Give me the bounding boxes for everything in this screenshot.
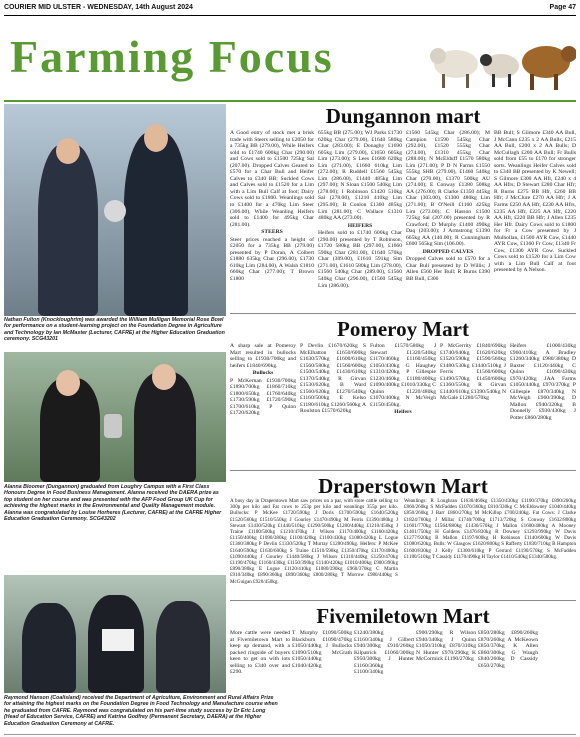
dungannon-heifers-heading: HEIFERS: [347, 222, 373, 229]
pomeroy-col1b-text: P McKernan £1930/700kg £1890/700kg £1860/710kg £1800/650kg £1760/640kg £1730/590kg £1720/590kg £1700/610kg P Quinn £1720/620kg: [230, 377, 296, 417]
pomeroy-column-3: [370, 343, 436, 468]
fivemiletown-column-3: [354, 630, 414, 696]
pomeroy-column-4: [440, 343, 506, 468]
fivemiletown-column-2: [292, 630, 352, 696]
fivemiletown-divider: [230, 600, 576, 601]
fivemiletown-column-5: [478, 630, 538, 696]
photo-nathan-fulton: [4, 104, 226, 316]
dungannon-col1b-text: Steer prices reached a height of £2050 for a 735kg BB (279.00) presented by P Doran, A Colbert £1880 635kg Char (296.00), £1730 610kg Lim (284.00), A Walsh £1810 660kg Char (277.00); T Brown £1800: [230, 236, 314, 283]
dungannon-col1-text: A Good entry of stock met a brisk trade with Steers selling to £2050 for a 735kg BB (279.00), While Heifers sold to £1740 600kg Char (290.00) and Cows sold to £1500 725kg Sal (207.00). Dropped Calves Geared to £570 for a Char Bull and Heifer Calves to £340 BB; Suckled Cows and Calves sold to £1520 for a Lim with a Lim Bull Calf at foot; Dairy Cows sold to £1800. Weanlings sold to £1400 for a 470kg Lim Steer (306.00), While Weanling Heifers sold to £1400 for 495kg Char (281.00).: [230, 130, 314, 228]
fivemiletown-col1-text: More cattle were needed at Fivemiletown Mart to keep up demand, with a packed ringside of buyers keen to get on with lots selling to £340 over and £290.: [230, 630, 290, 676]
pomeroy-col5-text: Heifers £1000/430kg £960/410kg A Bradley £1260/340kg £980/380kg D Baxter £1120/440kg C Quinn £1090/430kg £970/420kg JAA Farms £1050/440kg £970/370kg P Gillespie £870/340kg N McVeigh £960/390kg D Mallon £940/320kg B Donnelly £930/430kg J Potter £860/280kg: [510, 343, 576, 422]
draperstown-divider: [230, 470, 576, 471]
caption-nathan-fulton: Nathan Fulton (Knockloughrim) was awarded the William Mulligan Memorial Rose Bowl for performance on a student-learning project on the Foundation Degree in Agriculture and Technology by Ian McMaster (Lecturer, CAFRE) at the Higher Education Graduation ceremony. SCG43201: [4, 317, 225, 343]
photo-raymond-hanson: [4, 575, 226, 693]
fivemiletown-col5-text: £850/280kg £890/260kg £870/260kg A McKeown £850/370kg K Allen £860/300kg G Waugh £840/260kg D Cassidy £650/270kg: [478, 630, 538, 669]
banner-divider: [4, 100, 576, 102]
page-number: Page 47: [549, 4, 576, 11]
dungannon-col2-text: 655kg BB (275.00); WJ Parks £1730 620kg Char (279.00), £1640 580kg Char (283.00); E Donaghy £1690 605kg Lim (279.00), £1650 605kg Lim (273.00); S Lees £1680 620kg Lim (271.00), £1660 610kg Lim (272.00); R Ruddell £1560 545kg Lim (286.00), £1440 485kg Lim (297.00); N Sloan £1500 540kg Lim (278.00); I Robinson £1420 510kg Sal (278.00), £1210 410kg Lim (295.00); B Conlon £1360 485kg Lim (281.00); C Wallace £1310 480kg AA (273.00).: [318, 130, 402, 222]
dungannon-mart-title: Dungannon mart: [325, 104, 481, 128]
draperstown-text-left: A busy day in Draperstown Mart saw prices on a par, with store cattle selling to 300p per kilo and Fat cows to 253p per kilo and weanlings 355p per kilo. Bullocks: P McKee £1720/590kg J Doris £1700/590kg £1640/520kg £1520/560kg £1510/550kg J Gourley £1470/490kg M Ferris £1390/480kg J Stewart £1430/520kg £1440/510kg £1290/500kg £1280/440kg £1210/450kg J Traine £1180/500kg £1210/470kg J Wilson £1170/400kg £1160/420kg £1150/400kg £1090/380kg £1100/420kg £1100/430kg £1080/420kg L Logue £1360/380kg P Devlin £1330/520kg T Murray £1280/490kg. Heifers: P McKee £1640/590kg £1630/600kg S Traine £1510/590kg £1350/470kg £1170/400kg £1090/440kg J Gourley £1440/580kg J Wilson £1310/440kg £1250/470kg £1190/470kg £1160/430kg £1150/390kg £1140/420kg £1010/400kg £900/390kg £890/380kg E Logue £1120/410kg £1080/390kg £960/370kg C Martin £910/340kg £890/360kg £890/360kg £800/280kg T Morrow £980/440kg S McGuigan £920/450kg.: [230, 498, 398, 585]
pomeroy-divider: [230, 313, 576, 314]
fivemiletown-column-1: [230, 630, 290, 696]
draperstown-mart-title: Draperstown Mart: [318, 474, 488, 498]
fivemiletown-mart-title: Fivemiletown Mart: [316, 604, 490, 628]
pomeroy-mart-title: Pomeroy Mart: [337, 317, 469, 341]
pomeroy-column-5: [510, 343, 576, 468]
photo-alanna-bloomer: [4, 352, 226, 482]
fivemiletown-col2-text: T Murphy £1090/500kg Blackburn £1090/470kg £1050/440kg J Bullocks £1090/510kg McGrath £1050/440kg £1040/420kg: [292, 630, 352, 669]
pomeroy-col3-text: Fulton £1570/580kg J Stewart £1320/540kg £1170/460kg £1160/450kg £1050/430kg G Haughey £1310/420kg P Gillespie £1230/460kg £1180/400kg £1090/400kg £1010/330kg C Quinn £1220/480kg £1070/400kg N McVeigh £1150/450kg.: [370, 343, 436, 408]
dungannon-column-2: [318, 130, 402, 310]
caption-raymond-hanson: Raymond Hanson (Coalisland) received the Department of Agriculture, Environment and Rural Affairs Prize for attaining the highest marks on the Foundation Degree in Food Technology and Manufacture course when he graduated from CAFRE. Raymond was congratulated on his part-time study success by Dr Eric Long (Head of Education Service, CAFRE) and Katrina Godfrey (Permanent Secretary, DAERA) at the Higher Education Graduation Ceremony at CAFRE.: [4, 695, 278, 727]
draperstown-text-right: Weanlings: R Loughran £1630/460kg £1350/430kg £1100/370kg £890/260kg £860/260kg S McFadden £1070/360kg £810/330kg C McEldowney £1040/440kg £850/260kg J Barr £860/270kg M McKillop £700/240kg. Fat Cows: J Clarke £1824/760kg J Millar £1740/700kg £1713/720kg S Conway £1632/800kg £1601/770kg £1564/880kg £1436/570kg J Mallon £1600/480kg A Mooney £1401/750kg H Goldens £1476/830kg R Downey £1293/990kg W Davis £1277/920kg B Mallon £1197/600kg H Robinson £1140/600kg W Davis £1080/620kg. Bulls: W Glasgow £1620/800kg S Rafferty £1830/710kg B Hampton £1600/830kg J Kelly £1300/610kg P Gerrard £1190/570kg S McFadden £1180/510kg T Cassidy £1170/490kg H Taylor £1410/540kg £1340/500kg.: [404, 498, 576, 560]
page-header: [4, 3, 576, 16]
pomeroy-col2-text: P Devlin £1670/620kg S McElhatton £1650/600kg £1630/570kg £1600/610kg £1560/580kg £1560/600kg £1500/540kg £1430/610kg £1370/540kg R Girvan £1530/620kg B Ward £1560/620kg £1270/540kg £1160/500kg E Kelso £1180/610kg £1260/560kg A Roulston £1570/620kg: [300, 343, 366, 415]
dungannon-col3-text: £1560 545kg Char (286.00); M Campion £1590 545kg Char (292.00), £1520 555kg Char (274.00), £1310 455kg Char (288.00); N McElduff £1570 580kg Lim (271.00); P D N Farms £1550 555kg SHB (279.00), £1460 540kg Char (270.00), £1370 500kg AU (274.00); E Conway £1380 508kg AA (276.00); R Clarke £1350 445kg Char (303.00), £1300 480kg Lim (271.00); B O'Neill £1160 425kg Lim (273.00); C Hasson £1500 725kg Sal (207.00) presented by R Crawford; D Murphy £1400 490kg Daq (203.00); J Armstrong £1390 665kg AA (140.00); R Cunningham £600 565kg Sim (106.00).: [406, 130, 490, 248]
farm-animals-icon: [426, 24, 576, 96]
dungannon-calves-heading: DROPPED CALVES: [422, 248, 474, 255]
dungannon-steers-heading: STEERS: [261, 229, 283, 236]
banner-title: Farming Focus: [10, 31, 334, 82]
pomeroy-bullocks-heading: Bullocks: [252, 370, 274, 377]
dungannon-col4-text: BB Bull; S Gilmore £340 AA Bull, J McCann £235 x 2 AA Bulls, £215 AA Bull, £200 x 2 AA Bulls; D McCullagh £200 AA Bull; Fr Bulls sold from £55 to £170 for stronger sorts. Weanlings Heifer Calves sold to £340 BB presented by K Newell; S Gilmore £300 AA Hfr, £240 x 4 AA Hfrs; D Stewart £280 Char Hfr; R Burns £275 BB Hfr, £260 BB Hfr; J McClure £270 AA Hfr; J A Farms £250 AA Hfr, £230 AA Hfrs, £235 AA Hfr, £225 AA Hfr, £220 AA Hfr, £220 BB Hfr; J Allen £235 Her Hfr. Dairy Cows sold to £1800 for Fr a Cow presented by J Mulhollan, £1500 AYR Cow, £1440 AYR Cow, £1360 Fr Cow, £1340 Fr Cow, £1300 AYR Cow. Suckled Cows sold to £1520 for a Lim Cow with a Lim Bull Calf at foot presented by A Nelson.: [494, 130, 576, 274]
pomeroy-col4-text: P McGerrity £1840/690kg £1740/640kg £1620/620kg £1520/590kg £1590/560kg £1480/530kg £1440/510kg J Ferris £1560/600kg £1490/570kg £1450/600kg £1360/550kg R Girvan £1440/610kg £1390/540kg N McGale £1280/570kg: [440, 343, 506, 402]
dungannon-column-3: [406, 130, 490, 310]
pomeroy-col1-text: A sharp sale at Pomeroy Mart resulted in bullocks selling to £1930/700kg and heifers £1840/690kg.: [230, 343, 296, 369]
pomeroy-column-2: [300, 343, 366, 468]
fivemiletown-column-4: [416, 630, 476, 696]
dungannon-column-1: [230, 130, 314, 310]
publication-dateline: COURIER MID ULSTER - WEDNESDAY, 14th August 2024: [4, 4, 193, 11]
page-footer-rule: [4, 734, 576, 735]
farming-focus-banner: [4, 16, 576, 102]
pomeroy-heifers-heading: Heifers: [394, 409, 412, 416]
dungannon-col2b-text: Heifers sold to £1740 600kg Char (290.00) presented by T Robinson, £1720 580kg BB (297.00), £1660 590kg Char (281.00), £1640 570kg Char (309.00), £1610 591kg Sim (271.00), £1610 580kg Lim (278.00), £1560 540kg Char (289.00), £1560 540kg Char (296.00), £1560 545kg Lim (286.00).: [318, 230, 402, 289]
caption-alanna-bloomer: Alanna Bloomer (Dungannon) graduated from Loughry Campus with a First Class Honours Degree in Food Business Management. Alanna received the DAERA prize as top student on her course and was presented with the AFP Food Group UK Cup for achieving the highest marks in the Environmental and Quality Management module. Alanna was congratulated by Louise Horheres (Lecturer, CAFRE) at the CAFRE Higher Education Graduation Ceremony. SCG43202: [4, 484, 222, 523]
dungannon-column-4: [494, 130, 576, 310]
fivemiletown-col3-text: £1240/380kg £1160/340kg J Gilbert £940/300kg £910/260kg Kilpatrick £1060/300kg £950/300kg J Hunter £1160/360kg £1100/340kg: [354, 630, 414, 676]
fivemiletown-col4-text: £900/290kg R Wilson £940/340kg J Quinn £1050/310kg £870/310kg N Hunter £970/290kg K McCormick £1190/270kg: [416, 630, 476, 663]
pomeroy-column-1: [230, 343, 296, 468]
dungannon-col3b-text: Dropped Calves sold to £570 for a Char Bull presented by D Willis; J Allen £560 Her Bull; R Burns £390 BB Bull, £300: [406, 256, 490, 283]
